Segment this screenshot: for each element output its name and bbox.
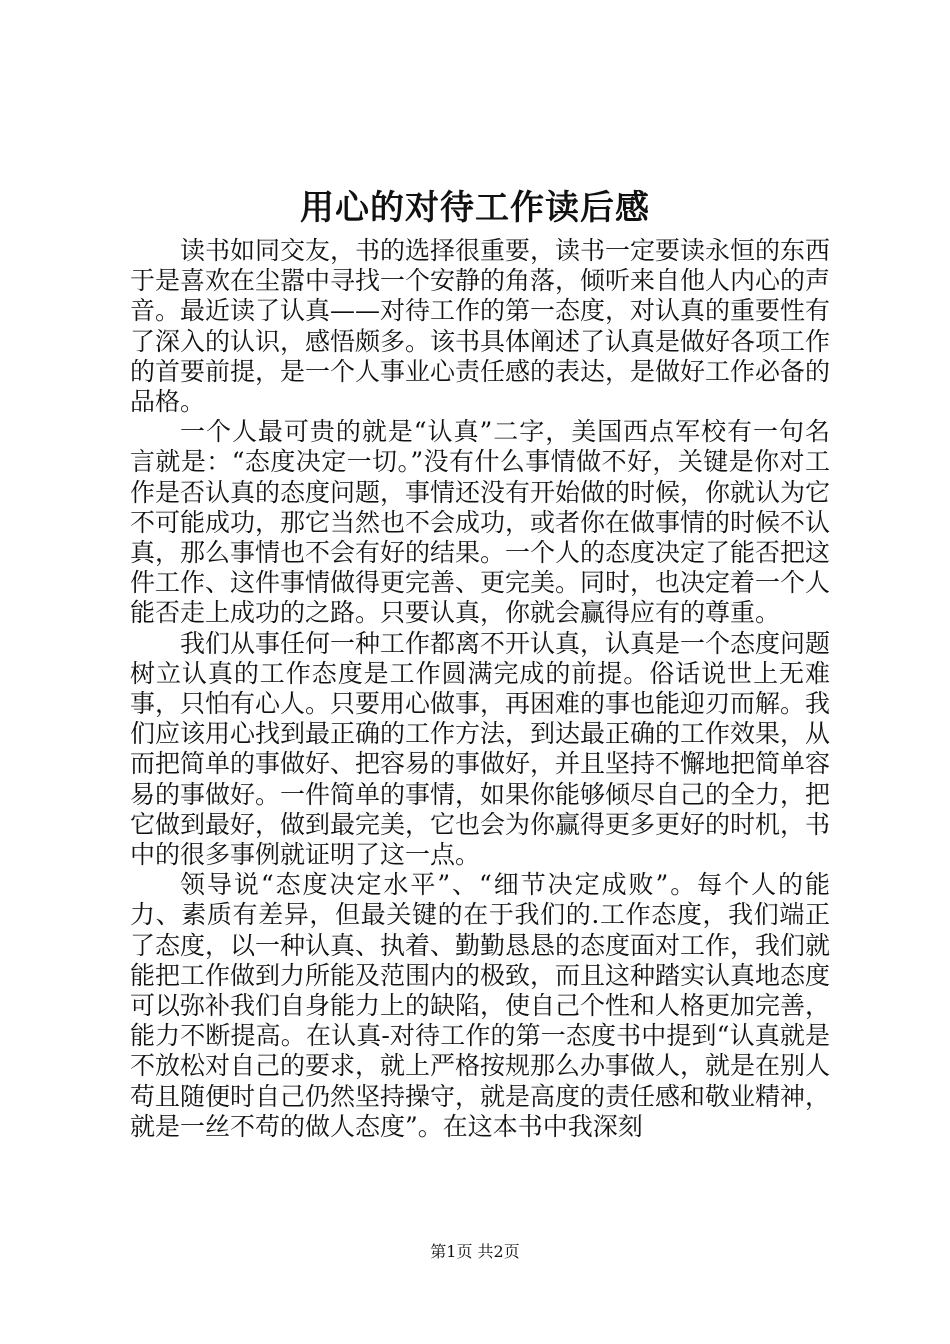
document-body [130, 236, 830, 1142]
paragraph-2: 一个人最可贵的就是“认真”二字，美国西点军校有一句名言就是：“态度决定一切。”没有什么事情做不好，关键是你对工作是否认真的态度问题，事情还没有开始做的时候，你就认为它不可能成功，那它当然也不会成功，或者你在做事情的时候不认真，那么事情也不会有好的结果。一个人的态度决定了能否把这件工作、这件事情做得更完善、更完美。同时，也决定着一个人能否走上成功的之路。只要认真，你就会赢得应有的尊重。 [130, 417, 831, 628]
page-number-footer: 第1页 共2页 [430, 1242, 520, 1261]
paragraph-4: 领导说“态度决定水平”、“细节决定成败”。每个人的能力、素质有差异，但最关键的在于我们的.工作态度，我们端正了态度，以一种认真、执着、勤勤恳恳的态度面对工作，我们就能把工作做到力所能及范围内的极致，而且这种踏实认真地态度可以弥补我们自身能力上的缺陷，使自己个性和人格更加完善，能力不断提高。在认真-对待工作的第一态度书中提到“认真就是不放松对自己的要求，就上严格按规那么办事做人，就是在别人苟且随便时自己仍然坚持操守，就是高度的责任感和敬业精神，就是一丝不苟的做人态度”。在这本书中我深刻 [130, 870, 831, 1141]
document-title: 用心的对待工作读后感 [300, 188, 650, 228]
paragraph-3: 我们从事任何一种工作都离不开认真，认真是一个态度问题树立认真的工作态度是工作圆满完成的前提。俗话说世上无难事，只怕有心人。只要用心做事，再困难的事也能迎刃而解。我们应该用心找到最正确的工作方法，到达最正确的工作效果，从而把简单的事做好、把容易的事做好，并且坚持不懈地把简单容易的事做好。一件简单的事情，如果你能够倾尽自己的全力，把它做到最好，做到最完美，它也会为你赢得更多更好的时机，书中的很多事例就证明了这一点。 [130, 628, 831, 870]
paragraph-1: 读书如同交友，书的选择很重要，读书一定要读永恒的东西于是喜欢在尘嚣中寻找一个安静的角落，倾听来自他人内心的声音。最近读了认真——对待工作的第一态度，对认真的重要性有了深入的认识，感悟颇多。该书具体阐述了认真是做好各项工作的首要前提，是一个人事业心责任感的表达，是做好工作必备的品格。 [130, 236, 831, 417]
